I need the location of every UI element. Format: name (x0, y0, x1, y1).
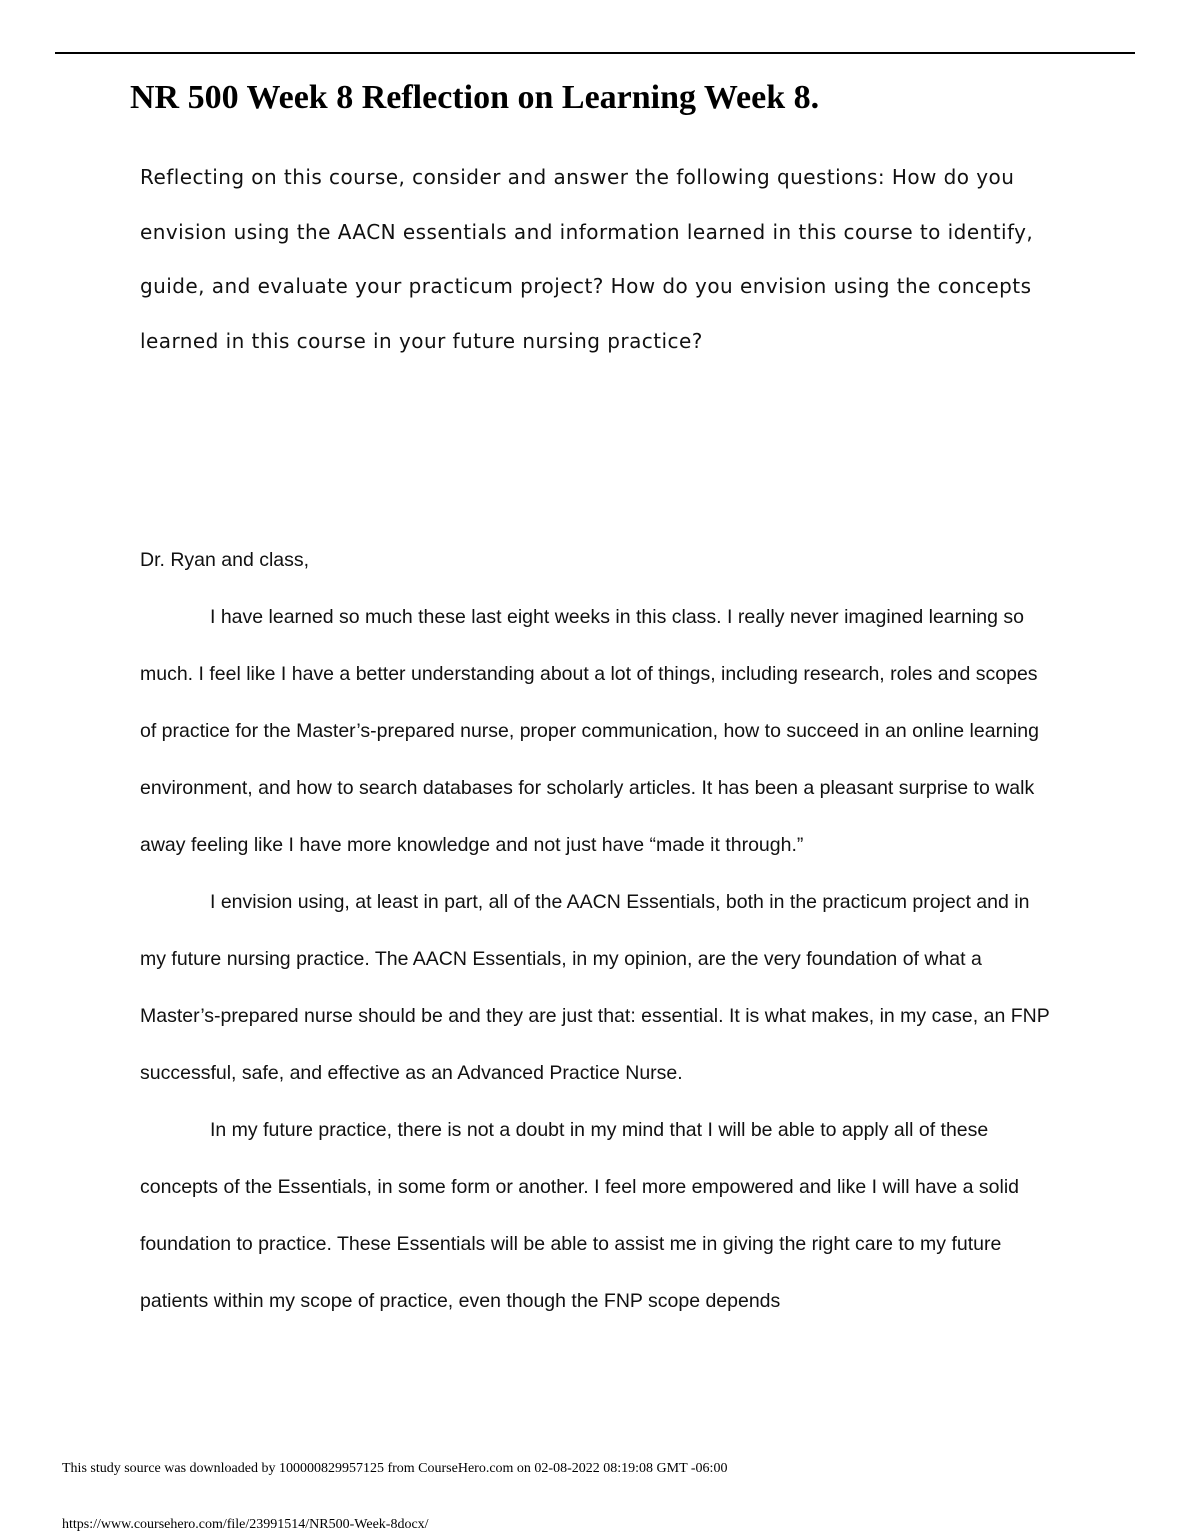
answer-body (140, 532, 1050, 1330)
paragraph-2: I envision using, at least in part, all of the AACN Essentials, both in the practicum project and in my future nursing practice. The AACN Essentials, in my opinion, are the very foundation of what a Master’s-prepared nurse should be and they are just that: essential. It is what makes, in my case, an FNP successful, safe, and effective as an Advanced Practice Nurse. (140, 891, 1050, 1084)
top-divider (55, 52, 1135, 54)
salutation: Dr. Ryan and class, (140, 549, 310, 571)
assignment-prompt: Reflecting on this course, consider and answer the following questions: How do you envision using the AACN essentials and information learned in this course to identify, guide, and evaluate your practicum project? How do you envision using the concepts learned in this course in your future nursing practice? (140, 165, 1034, 353)
download-source-notice: This study source was downloaded by 100000829957125 from CourseHero.com on 02-08-2022 08:19:08 GMT -06:00 (62, 1461, 728, 1476)
source-url: https://www.coursehero.com/file/23991514/NR500-Week-8docx/ (62, 1517, 429, 1532)
document-title: NR 500 Week 8 Reflection on Learning Week 8. (130, 79, 820, 116)
paragraph-3: In my future practice, there is not a doubt in my mind that I will be able to apply all of these concepts of the Essentials, in some form or another. I feel more empowered and like I will have a solid foundation to practice. These Essentials will be able to assist me in giving the right care to my future patients within my scope of practice, even though the FNP scope depends (140, 1119, 1020, 1312)
paragraph-1: I have learned so much these last eight weeks in this class. I really never imagined learning so much. I feel like I have a better understanding about a lot of things, including research, roles and scopes of practice for the Master’s-prepared nurse, proper communication, how to succeed in an online learning environment, and how to search databases for scholarly articles. It has been a pleasant surprise to walk away feeling like I have more knowledge and not just have “made it through.” (140, 606, 1039, 856)
